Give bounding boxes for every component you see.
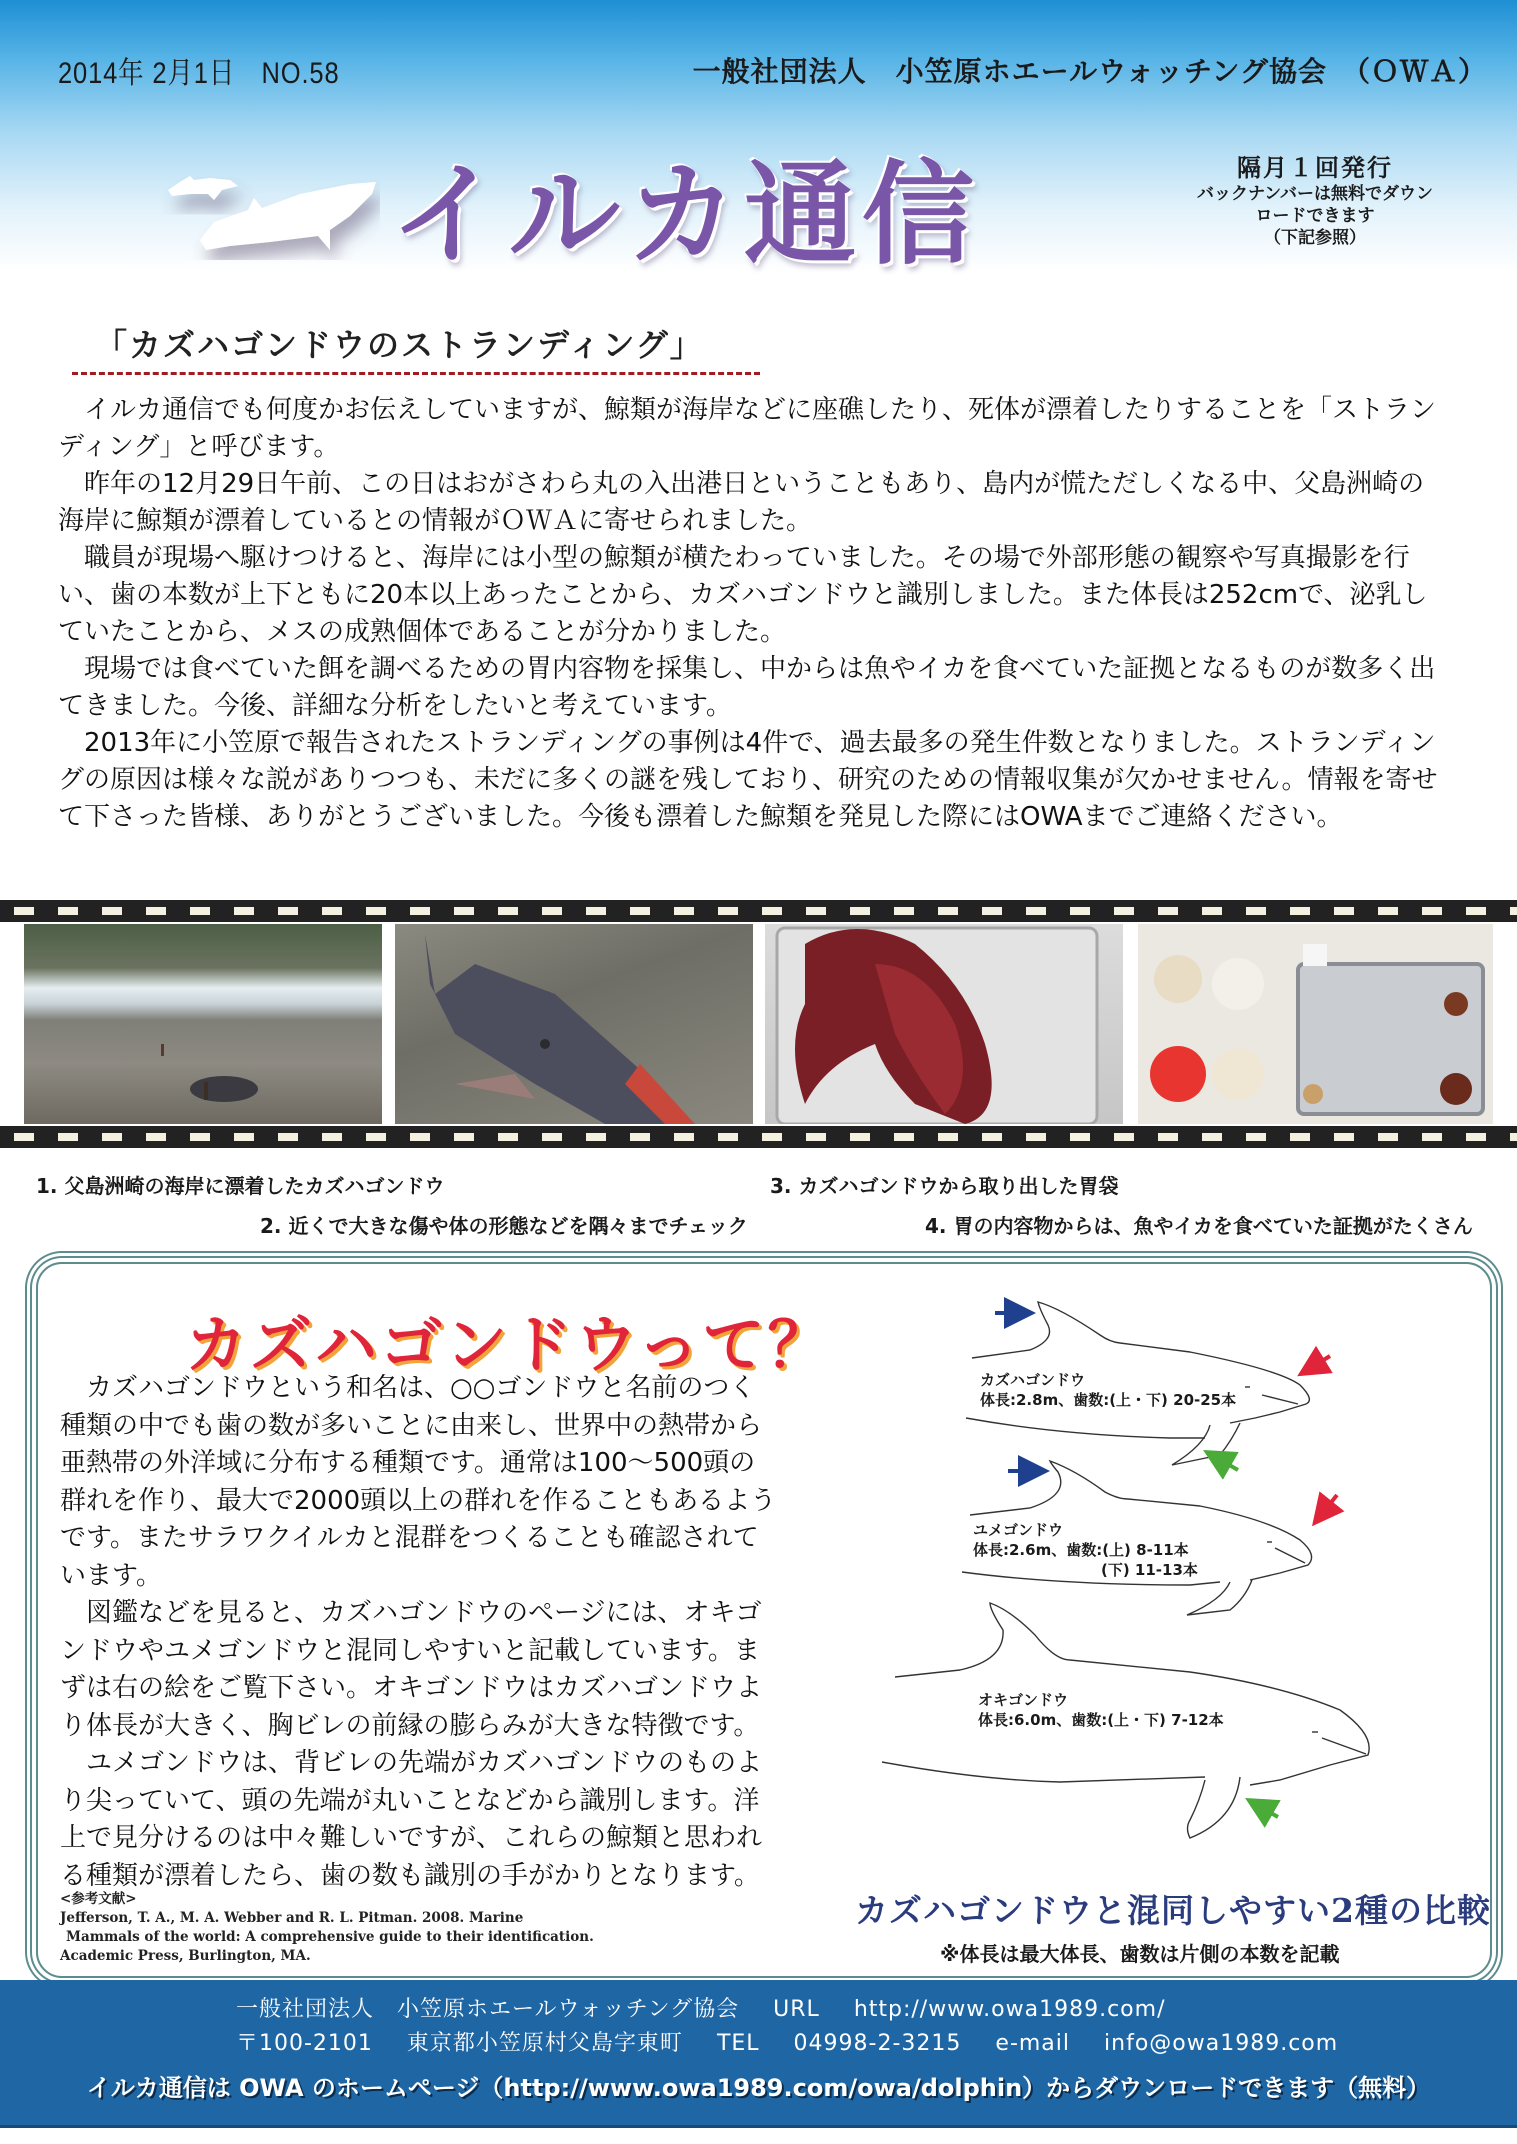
backnumber-note-3: （下記参照） — [1264, 228, 1366, 248]
article-paragraph: 現場では食べていた餌を調べるための胃内容物を採集し、中からは魚やイカを食べていた証拠となるものが数多く出てきました。今後、詳細な分析をしたいと考えています。 — [58, 654, 1436, 721]
backnumber-note-2: ロードできます — [1255, 206, 1375, 226]
title-dashed-rule — [72, 372, 760, 375]
filmstrip-top-edge — [0, 900, 1517, 922]
organization-name: 一般社団法人 小笠原ホエールウォッチング協会 （ＯＷＡ） — [692, 55, 1487, 88]
article-body — [58, 392, 1448, 836]
footer-url-label: URL — [773, 1997, 820, 2022]
footer-download-note: イルカ通信は OWA のホームページ（http://www.owa1989.com/owa/dolphin）からダウンロードできます（無料） — [86, 2074, 1431, 2102]
article-paragraph: 2013年に小笠原で報告されたストランディングの事例は4件で、過去最多の発生件数となりました。ストランディングの原因は様々な説がありつつも、未だに多くの謎を残しており、研究のための情報収集が欠かせません。情報を寄せて下さった皆様、ありがとうございました。今後も漂着した鯨類を発見した際にはOWAまでご連絡ください。 — [58, 728, 1438, 832]
references — [60, 1890, 750, 1966]
photo-beach-stranding — [24, 924, 382, 1124]
article-title: 「カズハゴンドウのストランディング」 — [95, 326, 704, 364]
photo-dolphin-closeup — [395, 924, 753, 1124]
footer-line-2 — [236, 2026, 1338, 2057]
article-paragraph: 昨年の12月29日午前、この日はおがさわら丸の入出港日ということもあり、島内が慌ただしくなる中、父島洲崎の海岸に鯨類が漂着しているとの情報がＯＷＡに寄せられました。 — [58, 469, 1425, 536]
species-label-pygmy-killer-whale — [973, 1520, 1198, 1580]
species-name: オキゴンドウ — [978, 1691, 1069, 1709]
issue-date-number: 2014年 2月1日 NO.58 — [58, 57, 340, 90]
references-label: <参考文献> — [60, 1891, 137, 1907]
info-paragraph: 図鑑などを見ると、カズハゴンドウのページには、オキゴンドウやユメゴンドウと混同しやすいと記載しています。まずは右の絵をご覧下さい。オキゴンドウはカズハゴンドウより体長が大きく、胸ビレの前縁の膨らみが大きな特徴です。 — [60, 1598, 763, 1741]
info-body — [60, 1370, 780, 1895]
footer-url-link[interactable]: http://www.owa1989.com/ — [853, 1997, 1166, 2022]
photo-captions — [0, 1160, 1517, 1240]
dolphin-logo-icon — [150, 150, 380, 260]
species-spec-lower: (下) 11-13本 — [1101, 1561, 1198, 1579]
reference-line: Academic Press, Burlington, MA. — [60, 1948, 311, 1964]
newsletter-title: イルカ通信 — [390, 150, 980, 280]
photo-stomach-contents — [1138, 924, 1493, 1124]
species-spec: 体長:2.6m、歯数:(上) 8-11本 — [973, 1541, 1189, 1559]
footer-banner — [0, 1980, 1517, 2128]
info-title: カズハゴンドウって？ — [185, 1308, 833, 1381]
filmstrip-bottom-edge — [0, 1126, 1517, 1148]
species-spec: 体長:2.8m、歯数:(上・下) 20-25本 — [980, 1391, 1237, 1409]
publication-info — [1160, 148, 1470, 249]
species-label-false-killer-whale — [978, 1690, 1224, 1730]
head-arrow-icon — [1317, 1495, 1337, 1520]
footer-postal: 〒100-2101 — [236, 2031, 373, 2056]
reference-line: Jefferson, T. A., M. A. Webber and R. L. Pitman. 2008. Marine — [60, 1910, 524, 1926]
backnumber-note-1: バックナンバーは無料でダウン — [1197, 184, 1433, 204]
large-dolphin-icon — [200, 182, 376, 250]
caption-3: 3. カズハゴンドウから取り出した胃袋 — [770, 1174, 1119, 1198]
publication-frequency: 隔月１回発行 — [1237, 154, 1393, 182]
species-spec: 体長:6.0m、歯数:(上・下) 7-12本 — [978, 1711, 1224, 1729]
caption-2: 2. 近くで大きな傷や体の形態などを隅々までチェック — [260, 1214, 748, 1238]
info-paragraph: カズハゴンドウという和名は、○○ゴンドウと名前のつく種類の中でも歯の数が多いことに由来し、世界中の熱帯から亜熱帯の外洋域に分布する種類です。通常は100～500頭の群れを作り、最大で2000頭以上の群れを作ることもあるようです。またサラワクイルカと混群をつくることも確認されています。 — [60, 1373, 777, 1591]
flipper-arrow-icon — [1210, 1454, 1238, 1470]
caption-1: 1. 父島洲崎の海岸に漂着したカズハゴンドウ — [36, 1174, 445, 1198]
info-paragraph: ユメゴンドウは、背ビレの先端がカズハゴンドウのものより尖っていて、頭の先端が丸いことなどから識別します。洋上で見分けるのは中々難しいですが、これらの鯨類と思われる種類が漂着したら、歯の数も識別の手がかりとなります。 — [60, 1748, 763, 1891]
footer-address: 東京都小笠原村父島字東町 — [406, 2031, 683, 2056]
head-arrow-icon — [1304, 1356, 1330, 1372]
photo-filmstrip — [0, 900, 1517, 1148]
footer-tel: 04998-2-3215 — [793, 2031, 962, 2056]
small-dolphin-icon — [168, 176, 238, 200]
comparison-title: カズハゴンドウと混同しやすい2種の比較 — [855, 1891, 1491, 1930]
article-paragraph: 職員が現場へ駆けつけると、海岸には小型の鯨類が横たわっていました。その場で外部形態の観察や写真撮影を行い、歯の本数が上下ともに20本以上あったことから、カズハゴンドウと識別しました。また体長は252cmで、泌乳していたことから、メスの成熟個体であることが分かりました。 — [58, 543, 1428, 647]
species-label-melon-headed-whale — [980, 1370, 1236, 1410]
species-name: ユメゴンドウ — [973, 1521, 1064, 1539]
footer-tel-label: TEL — [716, 2031, 760, 2056]
footer-line-1 — [236, 1992, 1165, 2023]
species-comparison-diagram — [860, 1280, 1420, 1860]
footer-org: 一般社団法人 小笠原ホエールウォッチング協会 — [236, 1997, 740, 2022]
footer-email-link[interactable]: info@owa1989.com — [1104, 2031, 1339, 2056]
article-paragraph: イルカ通信でも何度かお伝えしていますが、鯨類が海岸などに座礁したり、死体が漂着したりすることを「ストランディング」と呼びます。 — [58, 395, 1437, 462]
footer-email-label: e-mail — [995, 2031, 1071, 2056]
caption-4: 4. 胃の内容物からは、魚やイカを食べていた証拠がたくさん — [925, 1214, 1473, 1238]
species-name: カズハゴンドウ — [980, 1371, 1086, 1389]
reference-line: Mammals of the world: A comprehensive guide to their identification. — [66, 1929, 594, 1945]
photo-stomach — [765, 924, 1123, 1124]
comparison-note: ※体長は最大体長、歯数は片側の本数を記載 — [940, 1942, 1340, 1966]
flipper-arrow-icon — [1252, 1802, 1278, 1817]
